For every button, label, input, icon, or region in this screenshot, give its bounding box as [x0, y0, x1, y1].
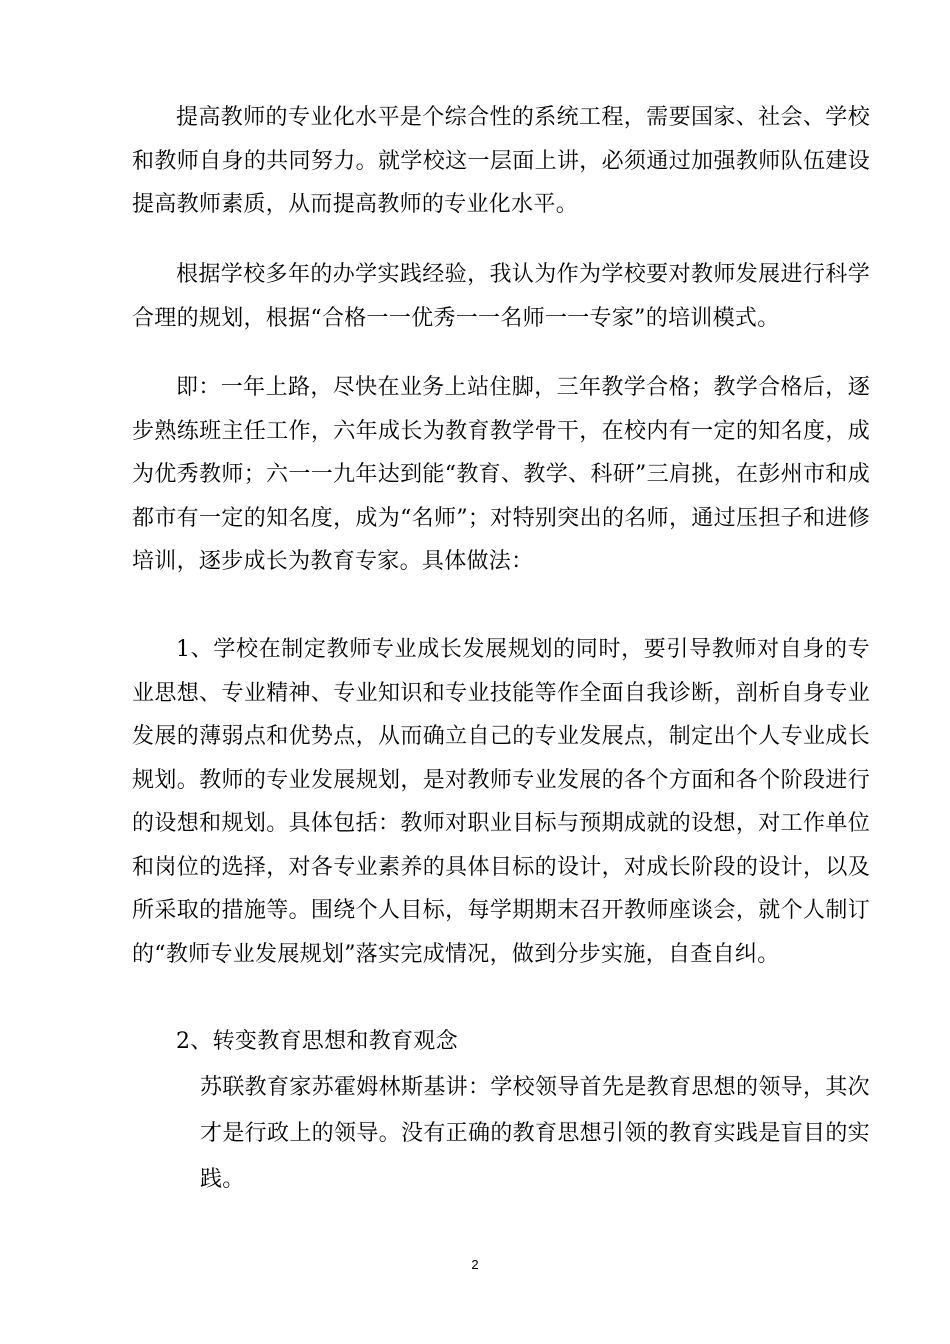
- paragraph-planning: 根据学校多年的办学实践经验，我认为作为学校要对教师发展进行科学合理的规划，根据“合格一一优秀一一名师一一专家”的培训模式。: [132, 262, 870, 331]
- paragraph-stages: 即：一年上路，尽快在业务上站住脚，三年教学合格；教学合格后，逐步熟练班主任工作，六年成长为教育教学骨干，在校内有一定的知名度，成为优秀教师；六一一九年达到能“教育、教学、科研”三肩挑，在彭州市和成都市有一定的知名度，成为“名师”；对特别突出的名师，通过压担子和进修培训，逐步成长为教育专家。具体做法：: [132, 375, 870, 574]
- paragraph-intro: 提高教师的专业化水平是个综合性的系统工程，需要国家、社会、学校和教师自身的共同努力。就学校这一层面上讲，必须通过加强教师队伍建设提高教师素质，从而提高教师的专业化水平。: [132, 105, 870, 217]
- page-number: 2: [471, 1257, 479, 1272]
- paragraph-item-1: 1、学校在制定教师专业成长发展规划的同时，要引导教师对自身的专业思想、专业精神、专业知识和专业技能等作全面自我诊断，剖析自身专业发展的薄弱点和优势点，从而确立自己的专业发展点，制定出个人专业成长规划。教师的专业发展规划，是对教师专业发展的各个方面和各个阶段进行的设想和规划。具体包括：教师对职业目标与预期成就的设想，对工作单位和岗位的选择，对各专业素养的具体目标的设计，对成长阶段的设计，以及所采取的措施等。围绕个人目标，每学期期末召开教师座谈会，就个人制订的“教师专业发展规划”落实完成情况，做到分步实施，自查自纠。: [132, 637, 870, 967]
- paragraph-quote: 苏联教育家苏霍姆林斯基讲：学校领导首先是教育思想的领导，其次才是行政上的领导。没有正确的教育思想引领的教育实践是盲目的实践。: [200, 1075, 870, 1192]
- paragraph-item-2-heading: 2、转变教育思想和教育观念: [176, 1029, 458, 1054]
